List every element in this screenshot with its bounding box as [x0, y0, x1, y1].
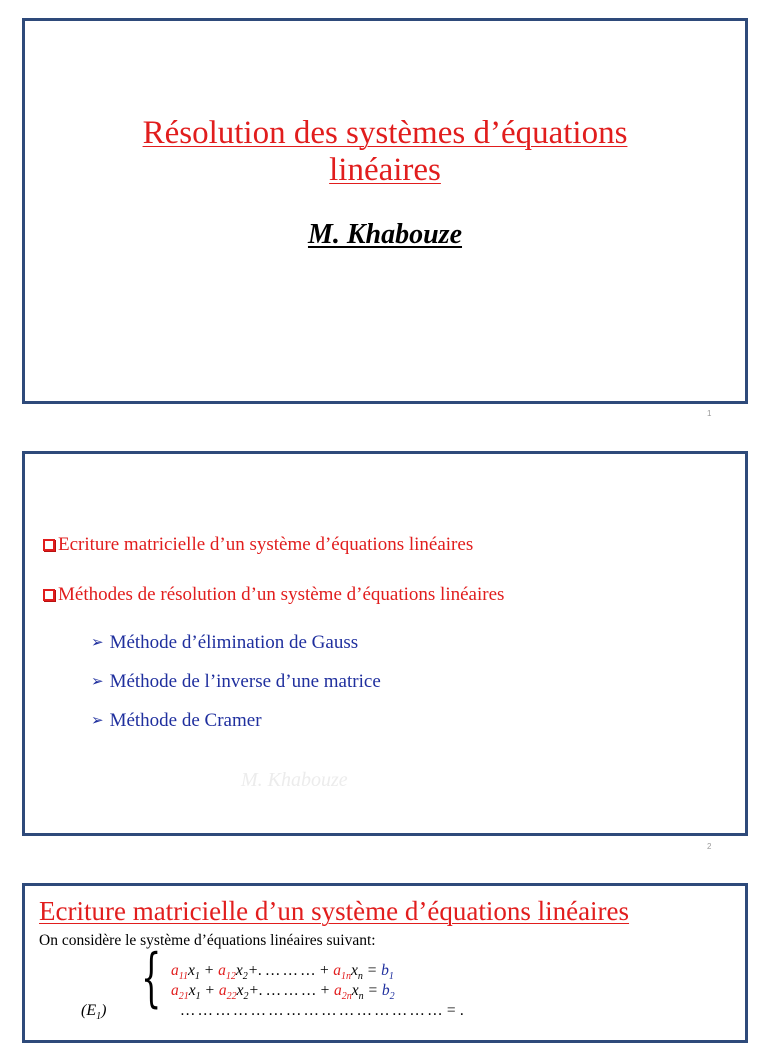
equation-2: $a_{21}x_1 + a_{22}x_2+$. … … … + $a_{2n}x_n = b_2$ — [171, 982, 395, 1003]
page-number-1: 1 — [707, 409, 712, 418]
coef: a — [171, 962, 179, 979]
slide-3 — [22, 883, 748, 1043]
var: x — [236, 982, 244, 999]
bullet-text-1: Ecriture matricielle d’un système d’équations linéaires — [58, 534, 474, 555]
coef-sub: 22 — [226, 991, 237, 1003]
bullet-item-1 — [43, 534, 473, 556]
slide-1 — [22, 18, 748, 404]
coef: a — [218, 982, 227, 999]
bullet-item-2 — [43, 584, 504, 606]
coef: a — [333, 962, 342, 979]
coef: a — [171, 982, 179, 999]
coef: a — [334, 982, 342, 999]
coef-sub: 12 — [225, 971, 236, 983]
sub-bullet-text-1: Méthode d’élimination de Gauss — [109, 632, 359, 653]
var-sub: n — [358, 991, 364, 1003]
arrow-bullet-icon: ➢ — [91, 713, 104, 729]
var-sub: 1 — [195, 991, 201, 1003]
system-label-open: (E — [81, 1002, 97, 1019]
sub-bullet-item-1 — [91, 632, 358, 654]
equals: = — [362, 962, 382, 979]
equation-3: … … … … … … … … … … … … … … … = . — [181, 1002, 465, 1019]
equals: = — [363, 982, 382, 999]
var: x — [351, 962, 358, 979]
coef-sub: 11 — [178, 971, 189, 983]
slide-1-title-line-2: linéaires — [329, 152, 441, 188]
slide-3-title: Ecriture matricielle d’un système d’équations linéaires — [39, 896, 630, 926]
dots: +. … … … + — [247, 962, 334, 979]
bullet-text-2: Méthodes de résolution d’un système d’équations linéaires — [58, 584, 505, 605]
system-label — [81, 1002, 106, 1022]
page-number-2: 2 — [707, 842, 712, 851]
var-sub: 2 — [242, 971, 248, 983]
slide-1-author: M. Khabouze — [307, 219, 463, 250]
var: x — [188, 962, 195, 979]
sub-bullet-item-2 — [91, 671, 381, 693]
rhs-sub: 1 — [388, 971, 394, 983]
arrow-bullet-icon: ➢ — [91, 635, 104, 651]
system-label-close: ) — [101, 1002, 107, 1019]
watermark: M. Khabouze — [241, 769, 348, 791]
sub-bullet-text-3: Méthode de Cramer — [109, 710, 262, 731]
checkbox-bullet-icon — [43, 589, 55, 601]
coef-sub: 21 — [178, 991, 189, 1003]
coef: a — [218, 962, 226, 979]
sub-bullet-item-3 — [91, 710, 262, 732]
var-sub: 2 — [243, 991, 249, 1003]
rhs: b — [381, 982, 390, 999]
sub-bullet-text-2: Méthode de l’inverse d’une matrice — [109, 671, 381, 692]
var-sub: n — [357, 971, 363, 983]
slide-1-title-line-1: Résolution des systèmes d’équations — [142, 115, 628, 151]
checkbox-bullet-icon — [43, 539, 55, 551]
slide-3-intro: On considère le système d’équations linéaires suivant: — [39, 932, 376, 949]
dots: +. … … … + — [248, 982, 335, 999]
arrow-bullet-icon: ➢ — [91, 674, 104, 690]
slide-1-title — [25, 115, 745, 189]
system-label-sub: 1 — [96, 1011, 102, 1023]
equation-1: $a_{11}x_1 + a_{12}x_2+$. … … … + $a_{1n}x_n = b_1$ — [171, 962, 394, 983]
slide-2 — [22, 451, 748, 836]
rhs: b — [381, 962, 389, 979]
var: x — [351, 982, 359, 999]
coef-sub: 2n — [341, 991, 352, 1003]
var: x — [188, 982, 196, 999]
rhs-sub: 2 — [389, 991, 395, 1003]
left-brace-icon: { — [141, 941, 162, 1015]
var: x — [235, 962, 243, 979]
var-sub: 1 — [194, 971, 200, 983]
coef-sub: 1n — [341, 971, 352, 983]
